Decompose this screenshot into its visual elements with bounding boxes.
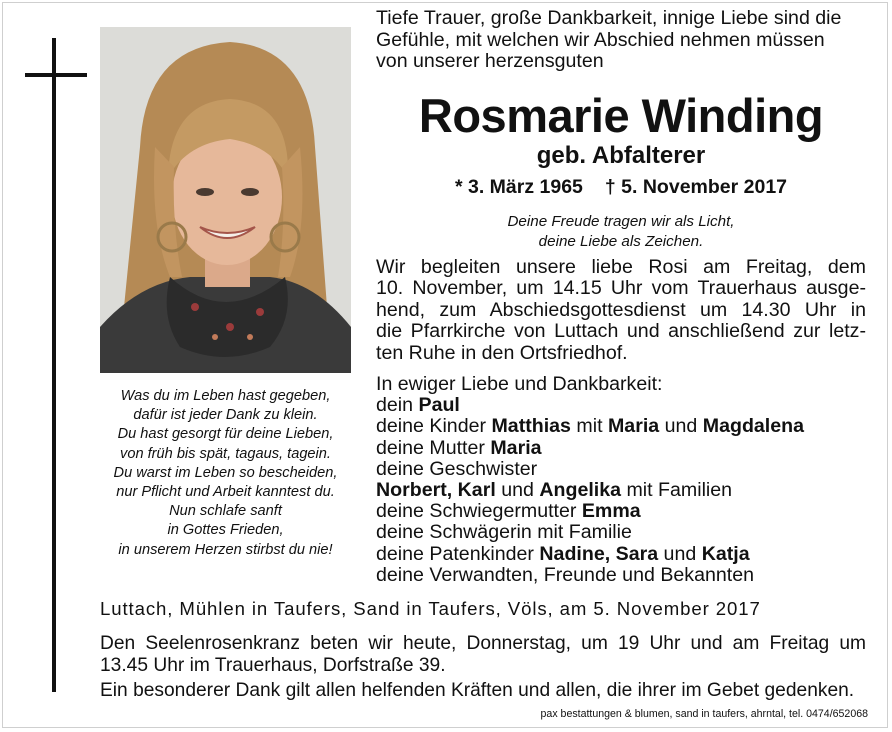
portrait-photo	[100, 27, 351, 373]
poem-line: in unserem Herzen stirbst du nie!	[118, 541, 333, 558]
rosary-line: Den Seelenrosenkranz beten wir heute, Donnerstag, um 19 Uhr und am Freitag um	[100, 633, 866, 654]
family-siblings: Norbert, Karl und Angelika mit Familien	[376, 479, 733, 502]
family-heading: In ewiger Liebe und Dankbarkeit:	[376, 373, 663, 395]
family-relatives: deine Verwandten, Freunde und Bekannten	[376, 563, 755, 586]
poem-line: Du hast gesorgt für deine Lieben,	[117, 426, 334, 443]
quote-line: deine Liebe als Zeichen.	[538, 232, 704, 250]
family-sister-in-law: deine Schwägerin mit Familie	[376, 521, 632, 544]
ceremony-line: ten Ruhe in den Ortsfriedhof.	[376, 341, 628, 364]
ceremony-line: 10. November, um 14.15 Uhr vom Trauerhaus ausge-	[376, 277, 866, 300]
funeral-home-footer: pax bestattungen & blumen, sand in taufers, ahrntal, tel. 0474/652068	[540, 708, 868, 720]
poem-line: nur Pflicht und Arbeit kanntest du.	[116, 484, 335, 501]
rosary-line: 13.45 Uhr im Trauerhaus, Dorfstraße 39.	[100, 654, 446, 676]
poem-line: Du warst im Leben so bescheiden,	[113, 464, 338, 481]
ceremony-line: die Pfarrkirche von Luttach und anschließend zur letz-	[376, 320, 866, 343]
family-husband: dein Paul	[376, 394, 460, 417]
death-date: † 5. November 2017	[604, 176, 788, 198]
life-dates	[376, 175, 866, 200]
intro-line: Tiefe Trauer, große Dankbarkeit, innige Liebe sind die	[376, 7, 842, 29]
birth-name: geb. Abfalterer	[536, 142, 706, 169]
family-godchildren: deine Patenkinder Nadine, Sara und Katja	[376, 542, 750, 565]
rosary-notice	[100, 633, 866, 677]
ceremony-line: hend, zum Abschiedsgottesdienst um 14.30 Uhr in	[376, 298, 866, 321]
family-children: deine Kinder Matthias mit Maria und Magdalena	[376, 415, 805, 438]
deceased-name: Rosmarie Winding	[418, 89, 824, 142]
thanks-text: Ein besonderer Dank gilt allen helfenden Kräften und allen, die ihrer im Gebet gedenken.	[100, 680, 855, 701]
birth-date: * 3. März 1965	[454, 176, 583, 198]
intro-line: Gefühle, mit welchen wir Abschied nehmen müssen	[376, 28, 825, 51]
family-list	[376, 374, 866, 586]
intro-line: von unserer herzensguten	[376, 50, 604, 72]
poem-line: Was du im Leben hast gegeben,	[120, 388, 331, 404]
family-siblings-label: deine Geschwister	[376, 457, 538, 480]
poem-line: in Gottes Frieden,	[167, 522, 284, 539]
place-date: Luttach, Mühlen in Taufers, Sand in Taufers, Völs, am 5. November 2017	[100, 598, 761, 619]
poem	[100, 387, 351, 560]
poem-line: Nun schlafe sanft	[169, 503, 282, 520]
poem-line: von früh bis spät, tagaus, tagein.	[120, 445, 331, 462]
ceremony-text	[376, 257, 866, 364]
family-mother-in-law: deine Schwiegermutter Emma	[376, 500, 641, 523]
ceremony-line: Wir begleiten unsere liebe Rosi am Freitag, dem	[376, 256, 866, 278]
memorial-quote	[376, 212, 866, 251]
poem-line: dafür ist jeder Dank zu klein.	[133, 407, 318, 424]
family-mother: deine Mutter Maria	[376, 436, 542, 459]
quote-line: Deine Freude tragen wir als Licht,	[507, 213, 735, 230]
intro-text	[376, 8, 866, 73]
